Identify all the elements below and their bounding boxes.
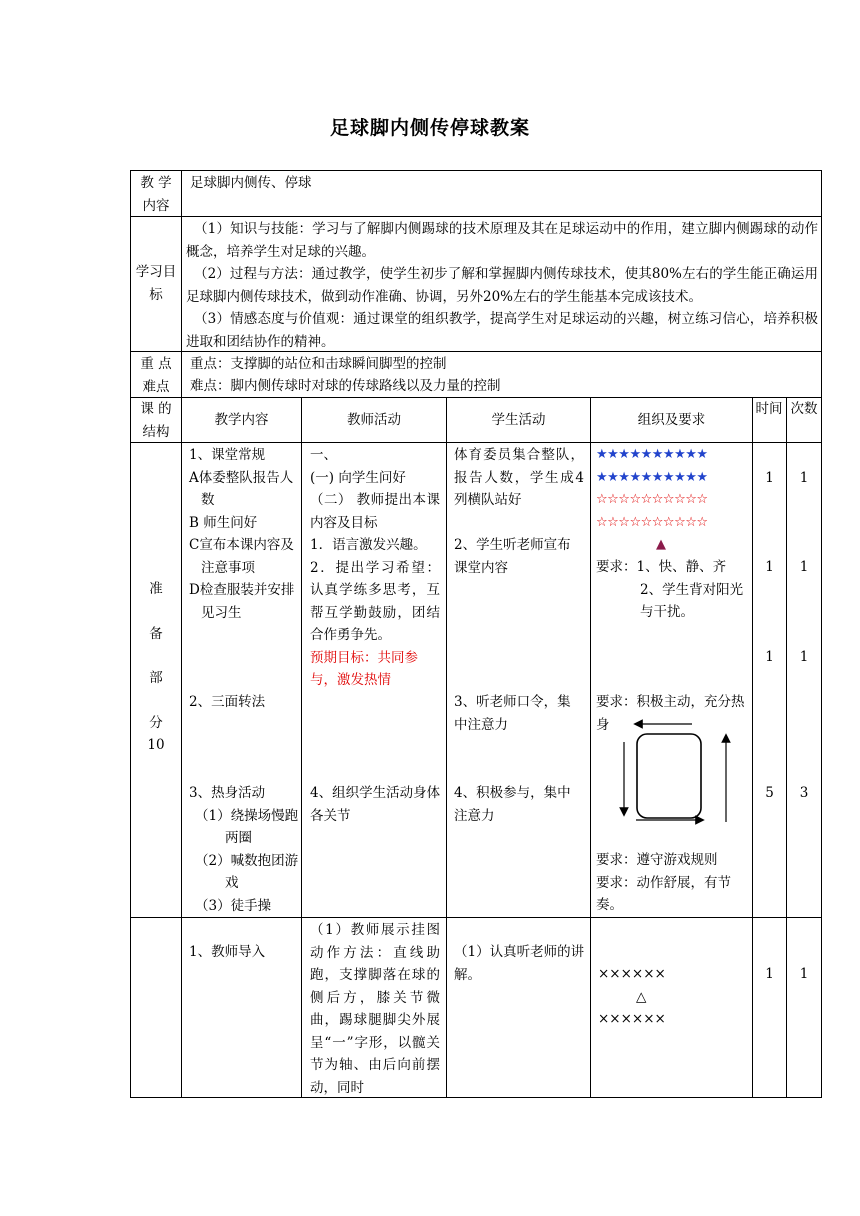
header-content: 教学内容 (214, 412, 269, 428)
header-teacher: 教师活动 (347, 412, 401, 428)
difficulty-point: 难点：脚内侧传球时对球的传球路线以及力量的控制 (190, 378, 501, 394)
count-cell: 1 (799, 470, 809, 486)
time-cell: 1 (765, 559, 774, 575)
header-student: 学生活动 (491, 412, 546, 428)
prep-requirement-3: 要求：遵守游戏规则 要求：动作舒展，有节奏。 (596, 852, 731, 913)
time-cell: 1 (765, 966, 774, 982)
goal-item: （3）情感态度与价值观：通过课堂的组织教学，提高学生对足球运动的兴趣，树立练习信心，培养积极进取和团结协作的精神。 (186, 311, 818, 350)
basic-teacher-activity: （1）教师展示挂图动作方法：直线助跑，支撑脚落在球的侧后方，膝关节微曲，踢球腿脚尖外展呈“一”字形，以髋关节为轴、由后向前摆动，同时 (310, 922, 440, 1096)
count-cell: 1 (799, 966, 809, 982)
student-row-filled: ★★★★★★★★★★ (596, 469, 708, 485)
time-cell: 1 (765, 649, 774, 665)
header-count: 次数 (790, 401, 818, 417)
expected-goal: 预期目标：共同参与，激发热情 (310, 649, 418, 688)
prep-content-warmup: 3、热身活动 （1）绕操场慢跑两圈 （2）喊数抱团游戏 （3）徒手操 (189, 785, 299, 914)
student-row: ×××××× (598, 1011, 666, 1027)
goal-item: （1）知识与技能：学习与了解脚内侧踢球的技术原理及其在足球运动中的作用，建立脚内侧踢球的动作概念，培养学生对足球的兴趣。 (186, 221, 818, 260)
page-title: 足球脚内侧传停球教案 (329, 117, 530, 139)
time-cell: 1 (765, 470, 774, 486)
prep-content-turning: 2、三面转法 (189, 694, 266, 710)
student-row: ×××××× (598, 966, 666, 982)
prep-teacher-warmup: 4、组织学生活动身体各关节 (310, 785, 441, 824)
label-learning-goals: 学习目标 (135, 264, 177, 303)
running-route-diagram (596, 712, 750, 828)
prep-requirement-1: 要求：1、快、静、齐 2、学生背对阳光与干扰。 (596, 559, 744, 620)
header-org: 组织及要求 (637, 412, 706, 428)
prep-student-assembly: 体育委员集合整队，报告人数，学生成4列横队站好 (454, 447, 584, 508)
time-cell: 5 (765, 785, 774, 801)
prep-teacher-activity: 一、 (一) 向学生问好 （二） 教师提出本课内容及目标 1．语言激发兴趣。 2．提出学习希望：认真学练多思考，互帮互学勤鼓励，团结合作勇争先。 预期目标：共同参与，激发热情 (310, 444, 440, 692)
prep-requirement-2: 要求：积极主动，充分热身 (596, 694, 745, 733)
label-teaching-content: 教 学 内容 (140, 175, 172, 214)
basic-formation (598, 963, 748, 1031)
count-cell: 3 (799, 785, 809, 801)
formation-diagram (596, 444, 750, 557)
teaching-content-text: 足球脚内侧传、停球 (190, 175, 312, 191)
prep-student-warmup: 4、积极参与，集中注意力 (454, 785, 571, 824)
student-row-empty: ☆☆☆☆☆☆☆☆☆☆ (596, 492, 708, 507)
basic-content: 1、教师导入 (189, 944, 266, 960)
student-row-empty: ☆☆☆☆☆☆☆☆☆☆ (596, 514, 708, 530)
prep-student-command: 3、听老师口令，集中注意力 (454, 694, 571, 733)
goal-item: （2）过程与方法：通过教学，使学生初步了解和掌握脚内侧传球技术，使其80%左右的学生能正确运用足球脚内侧传球技术，做到动作准确、协调，另外20%左右的学生能基本完成该技术。 (186, 266, 818, 305)
section-label-prep: 准 备 部 分 10 (147, 581, 165, 753)
prep-student-listen: 2、学生听老师宣布课堂内容 (454, 537, 571, 576)
learning-goals (186, 218, 818, 353)
count-cell: 1 (799, 649, 809, 665)
key-point: 重点：支撑脚的站位和击球瞬间脚型的控制 (190, 356, 447, 372)
teacher-marker-icon: △ (636, 988, 647, 1005)
student-row-filled: ★★★★★★★★★★ (596, 447, 708, 462)
header-structure: 课 的 结构 (140, 401, 172, 440)
count-cell: 1 (799, 559, 809, 575)
teacher-marker-icon: ▲ (656, 537, 666, 552)
label-key-difficulty: 重 点 难点 (140, 356, 172, 395)
header-time: 时间 (755, 401, 783, 417)
prep-content-routine: 1、课堂常规 A体委整队报告人数 B 师生问好 C宣布本课内容及注意事项 D检查服装并安排见习生 (189, 447, 295, 621)
basic-student-activity: （1）认真听老师的讲解。 (454, 944, 585, 983)
